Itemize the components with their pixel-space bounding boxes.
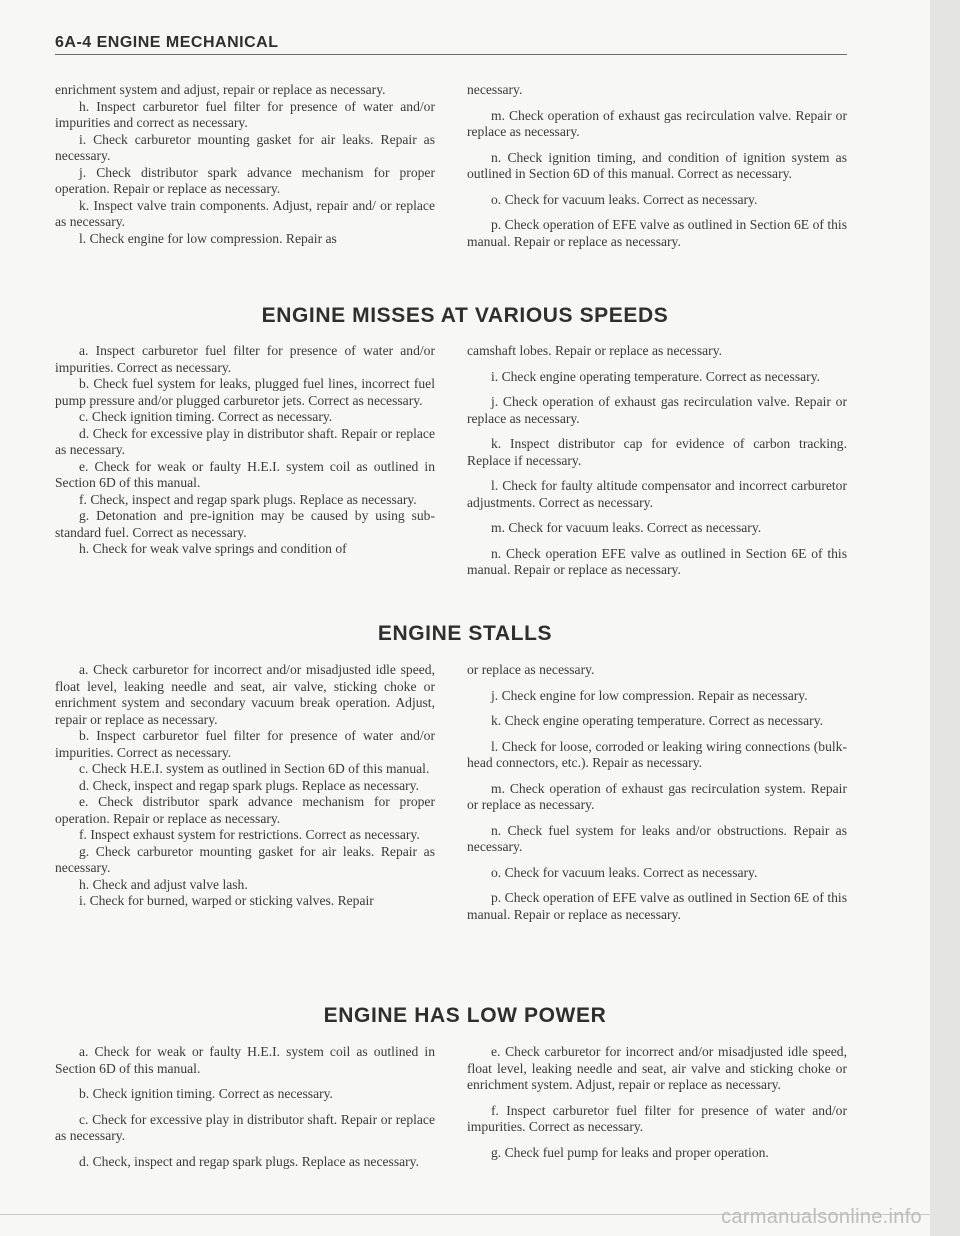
paragraph: b. Inspect carburetor fuel filter for presence of water and/or impurities. Correct as necessary. bbox=[55, 728, 435, 760]
paragraph: e. Check carburetor for incorrect and/or misadjusted idle speed, float level, leaking needle and seat, air valve and sticking choke or enrichment system. Adjust, repair or replace as necessary. bbox=[467, 1044, 847, 1092]
paragraph: f. Check, inspect and regap spark plugs. Replace as necessary. bbox=[79, 491, 417, 507]
paragraph: k. Inspect distributor cap for evidence of carbon tracking. Replace if necessary. bbox=[467, 436, 847, 468]
intro-right-column bbox=[467, 82, 847, 259]
paragraph: j. Check engine for low compression. Repair as necessary. bbox=[491, 687, 808, 703]
paragraph: k. Inspect valve train components. Adjust, repair and/ or replace as necessary. bbox=[55, 197, 435, 229]
scan-edge bbox=[930, 0, 960, 1236]
paragraph: l. Check for loose, corroded or leaking wiring connections (bulk-head connectors, etc.). Repair as necessary. bbox=[467, 738, 847, 770]
paragraph: h. Inspect carburetor fuel filter for presence of water and/or impurities and correct as necessary. bbox=[55, 98, 435, 130]
paragraph: f. Inspect carburetor fuel filter for presence of water and/or impurities. Correct as necessary. bbox=[467, 1102, 847, 1134]
paragraph: o. Check for vacuum leaks. Correct as necessary. bbox=[491, 191, 758, 207]
paragraph: c. Check ignition timing. Correct as necessary. bbox=[79, 409, 333, 424]
paragraph: c. Check for excessive play in distributor shaft. Repair or replace as necessary. bbox=[55, 1111, 435, 1143]
paragraph: p. Check operation of EFE valve as outlined in Section 6E of this manual. Repair or replace as necessary. bbox=[467, 890, 847, 922]
lowpower-left-column bbox=[55, 1044, 435, 1179]
misses-right-column bbox=[467, 343, 847, 588]
stalls-left-column bbox=[55, 662, 435, 910]
paragraph: e. Check distributor spark advance mechanism for proper operation. Repair or replace as necessary. bbox=[55, 794, 435, 826]
paragraph: enrichment system and adjust, repair or replace as necessary. bbox=[55, 82, 386, 97]
paragraph: g. Detonation and pre-ignition may be caused by using sub-standard fuel. Correct as necessary. bbox=[55, 508, 435, 540]
paragraph: j. Check operation of exhaust gas recirculation valve. Repair or replace as necessary. bbox=[467, 394, 847, 426]
paragraph: d. Check, inspect and regap spark plugs. Replace as necessary. bbox=[79, 1153, 419, 1169]
paragraph: l. Check for faulty altitude compensator and incorrect carburetor adjustments. Correct as necessary. bbox=[467, 478, 847, 510]
misses-left-column bbox=[55, 343, 435, 558]
paragraph: a. Inspect carburetor fuel filter for presence of water and/or impurities. Correct as necessary. bbox=[55, 343, 435, 375]
paragraph: k. Check engine operating temperature. Correct as necessary. bbox=[491, 713, 824, 728]
intro-left-column bbox=[55, 82, 435, 247]
paragraph: p. Check operation of EFE valve as outlined in Section 6E of this manual. Repair or replace as necessary. bbox=[467, 217, 847, 249]
paragraph: g. Check carburetor mounting gasket for air leaks. Repair as necessary. bbox=[55, 843, 435, 875]
paragraph: n. Check ignition timing, and condition of ignition system as outlined in Section 6D of this manual. Correct as necessary. bbox=[467, 149, 847, 181]
paragraph: c. Check H.E.I. system as outlined in Section 6D of this manual. bbox=[79, 761, 430, 776]
paragraph: n. Check operation EFE valve as outlined in Section 6E of this manual. Repair or replace as necessary. bbox=[467, 545, 847, 577]
paragraph: camshaft lobes. Repair or replace as necessary. bbox=[467, 343, 723, 358]
watermark: carmanualsonline.info bbox=[721, 1206, 922, 1228]
paragraph: m. Check operation of exhaust gas recirculation valve. Repair or replace as necessary. bbox=[467, 107, 847, 139]
paragraph: n. Check fuel system for leaks and/or obstructions. Repair as necessary. bbox=[467, 822, 847, 854]
paragraph: b. Check ignition timing. Correct as necessary. bbox=[79, 1086, 333, 1101]
paragraph: necessary. bbox=[467, 82, 523, 97]
paragraph: a. Check for weak or faulty H.E.I. system coil as outlined in Section 6D of this manual. bbox=[55, 1044, 435, 1076]
paragraph: m. Check for vacuum leaks. Correct as necessary. bbox=[491, 520, 762, 535]
paragraph: or replace as necessary. bbox=[467, 662, 595, 677]
section-title-stalls: ENGINE STALLS bbox=[377, 622, 553, 645]
paragraph: j. Check distributor spark advance mechanism for proper operation. Repair or replace as necessary. bbox=[55, 164, 435, 196]
section-title-misses: ENGINE MISSES AT VARIOUS SPEEDS bbox=[261, 304, 669, 327]
paragraph: a. Check carburetor for incorrect and/or misadjusted idle speed, float level, leaking needle and seat, air valve, sticking choke or enrichment system and secondary vacuum break operation. Adjust, repair or replace as necessary. bbox=[55, 662, 435, 727]
lowpower-right-column bbox=[467, 1044, 847, 1170]
paragraph: e. Check for weak or faulty H.E.I. system coil as outlined in Section 6D of this manual. bbox=[55, 458, 435, 490]
stalls-right-column bbox=[467, 662, 847, 932]
paragraph: h. Check and adjust valve lash. bbox=[79, 876, 248, 892]
page-header: 6A-4 ENGINE MECHANICAL bbox=[55, 34, 279, 51]
paragraph: m. Check operation of exhaust gas recirculation system. Repair or replace as necessary. bbox=[467, 780, 847, 812]
paragraph: d. Check, inspect and regap spark plugs. Replace as necessary. bbox=[79, 777, 419, 793]
paragraph: l. Check engine for low compression. Repair as bbox=[79, 230, 337, 246]
paragraph: h. Check for weak valve springs and condition of bbox=[79, 541, 347, 556]
paragraph: f. Inspect exhaust system for restrictions. Correct as necessary. bbox=[79, 827, 420, 842]
paragraph: g. Check fuel pump for leaks and proper operation. bbox=[491, 1144, 769, 1160]
paragraph: i. Check engine operating temperature. Correct as necessary. bbox=[491, 368, 821, 384]
paragraph: i. Check for burned, warped or sticking valves. Repair bbox=[79, 893, 374, 908]
paragraph: o. Check for vacuum leaks. Correct as necessary. bbox=[491, 864, 758, 880]
header-rule bbox=[55, 54, 847, 55]
paragraph: b. Check fuel system for leaks, plugged fuel lines, incorrect fuel pump pressure and/or plugged carburetor jets. Correct as necessary. bbox=[55, 376, 435, 408]
paragraph: d. Check for excessive play in distributor shaft. Repair or replace as necessary. bbox=[55, 425, 435, 457]
section-title-low-power: ENGINE HAS LOW POWER bbox=[323, 1004, 607, 1027]
paragraph: i. Check carburetor mounting gasket for air leaks. Repair as necessary. bbox=[55, 131, 435, 163]
